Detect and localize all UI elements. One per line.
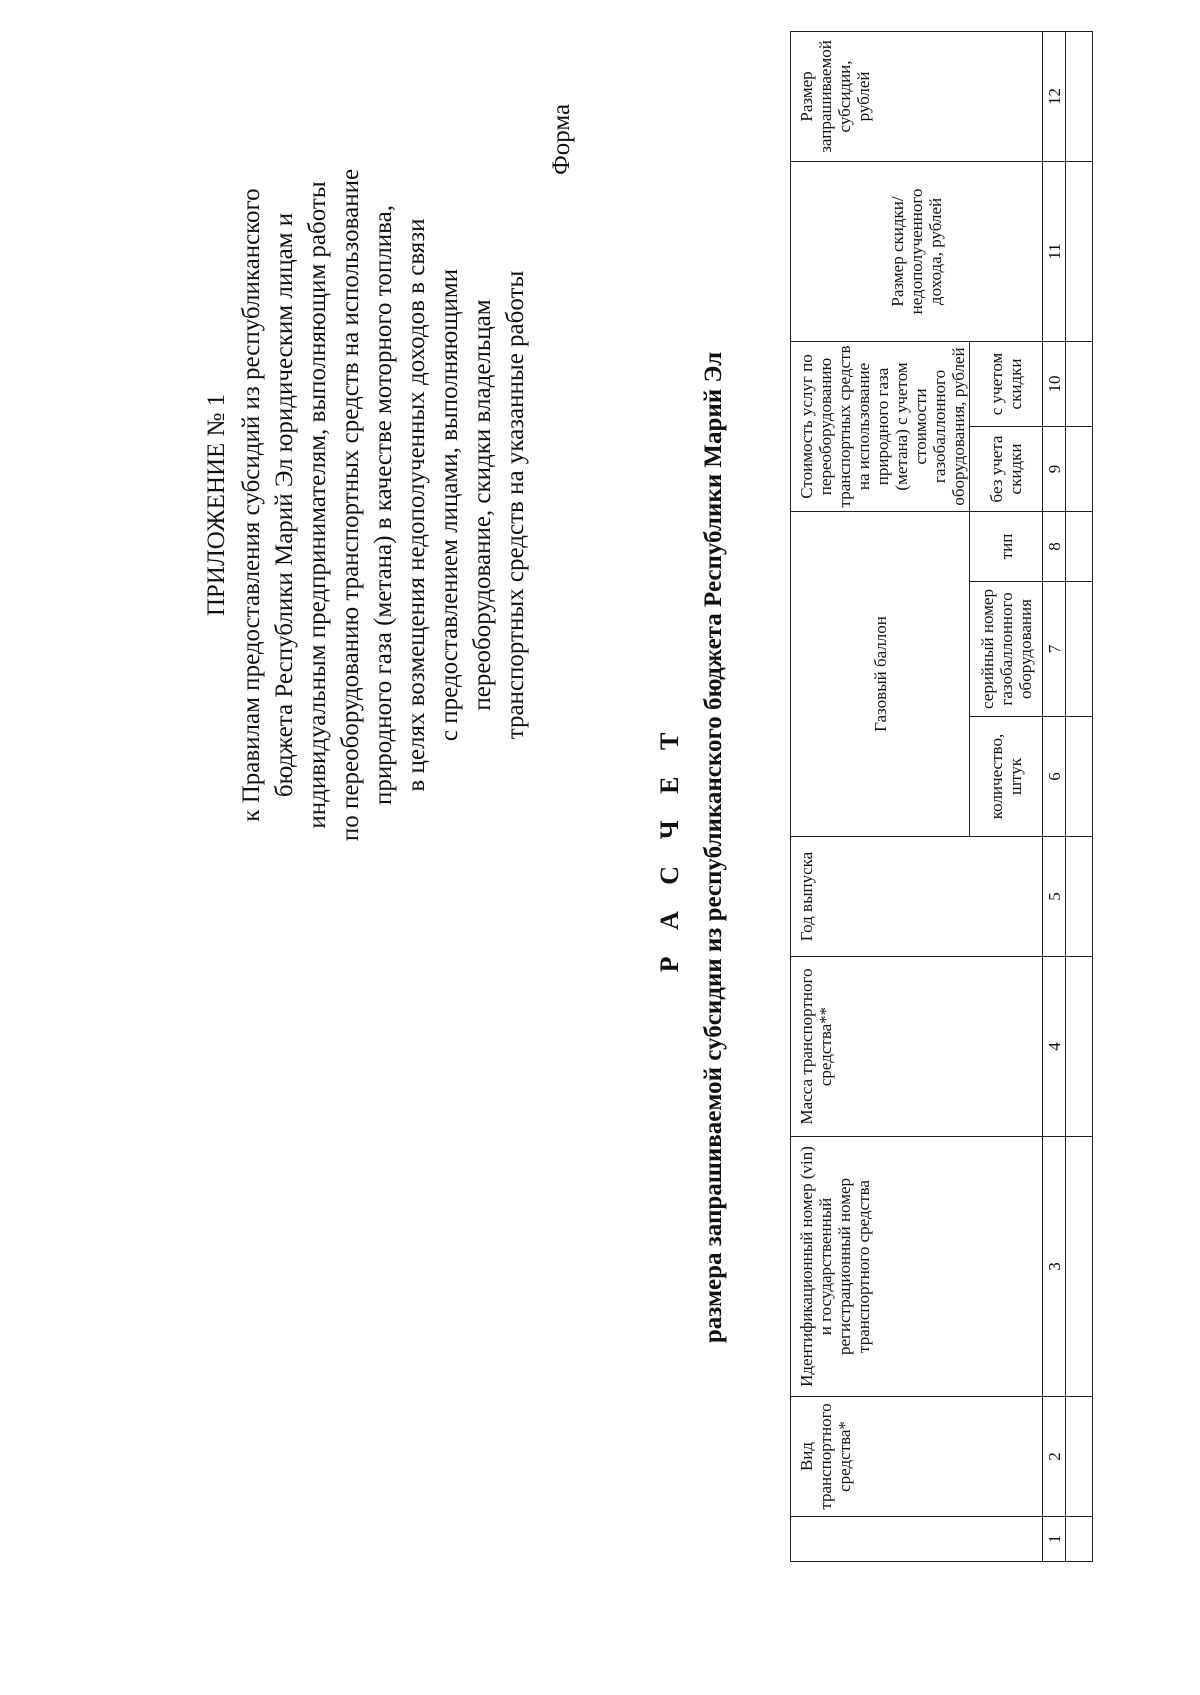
header-skidka: Размер скидки/ недополученного дохода, рублей	[791, 161, 1043, 341]
column-number: 7	[1043, 582, 1066, 717]
empty-cell	[1066, 837, 1093, 957]
column-number: 12	[1043, 31, 1066, 161]
header-vid: Вид транспортного средства*	[791, 1397, 1043, 1517]
subheader-bez-skidki: без учета скидки	[970, 426, 1043, 511]
document-title: Р А С Ч Е Т	[655, 722, 684, 973]
header-massa: Масса транспортного средства**	[791, 957, 1043, 1137]
subheader-s-skidkoy: с учетом скидки	[970, 341, 1043, 426]
empty-cell	[1066, 1517, 1093, 1562]
appendix-line: транспортных средств на указанные работы	[502, 270, 529, 740]
column-number: 9	[1043, 426, 1066, 511]
header-ident: Идентификационный номер (vin) и государственный регистрационный номер транспортного средства	[791, 1137, 1043, 1397]
form-label: Форма	[548, 103, 575, 175]
appendix-line: бюджета Республики Марий Эл юридическим лицам и	[271, 212, 298, 798]
appendix-line: к Правилам предоставления субсидий из республиканского	[238, 188, 265, 822]
empty-cell	[1066, 426, 1093, 511]
column-number: 6	[1043, 717, 1066, 837]
header-cell-blank	[791, 1517, 1043, 1562]
column-number: 2	[1043, 1397, 1066, 1517]
column-number: 8	[1043, 511, 1066, 581]
column-number: 3	[1043, 1137, 1066, 1397]
empty-cell	[1066, 511, 1093, 581]
empty-cell	[1066, 341, 1093, 426]
calculation-table	[790, 31, 1093, 1562]
appendix-line: по переоборудованию транспортных средств на использование	[337, 168, 364, 842]
empty-cell	[1066, 582, 1093, 717]
empty-cell	[1066, 1397, 1093, 1517]
subheader-tip: тип	[970, 511, 1043, 581]
empty-cell	[1066, 957, 1093, 1137]
subheader-kolichestvo: количество, штук	[970, 717, 1043, 837]
header-ballon: Газовый баллон	[791, 511, 970, 836]
empty-cell	[1066, 31, 1093, 161]
column-number: 10	[1043, 341, 1066, 426]
appendix-line: с предоставлением лицами, выполняющими	[436, 268, 463, 742]
column-number: 11	[1043, 161, 1066, 341]
appendix-line: переоборудование, скидки владельцам	[469, 299, 496, 711]
empty-cell	[1066, 161, 1093, 341]
appendix-title: ПРИЛОЖЕНИЕ № 1	[203, 393, 230, 617]
document-subtitle: размера запрашиваемой субсидии из республиканского бюджета Республики Марий Эл	[700, 351, 727, 1344]
header-stoimost: Стоимость услуг по переоборудованию транспортных средств на использование природного газа (метана) с учетом стоимости газобаллонного оборудования, рублей	[791, 341, 970, 511]
header-subsidiya: Размер запрашиваемой субсидии, рублей	[791, 31, 1043, 161]
appendix-line: в целях возмещения недополученных доходов в связи	[403, 218, 430, 792]
appendix-line: природного газа (метана) в качестве моторного топлива,	[370, 205, 397, 805]
column-number: 1	[1043, 1517, 1066, 1562]
column-number: 4	[1043, 957, 1066, 1137]
appendix-line: индивидуальным предпринимателям, выполняющим работы	[304, 181, 331, 829]
header-god: Год выпуска	[791, 837, 1043, 957]
empty-cell	[1066, 717, 1093, 837]
column-number: 5	[1043, 837, 1066, 957]
empty-cell	[1066, 1137, 1093, 1397]
subheader-seriyny: серийный номер газобаллонного оборудования	[970, 582, 1043, 717]
appendix-header	[200, 95, 532, 915]
